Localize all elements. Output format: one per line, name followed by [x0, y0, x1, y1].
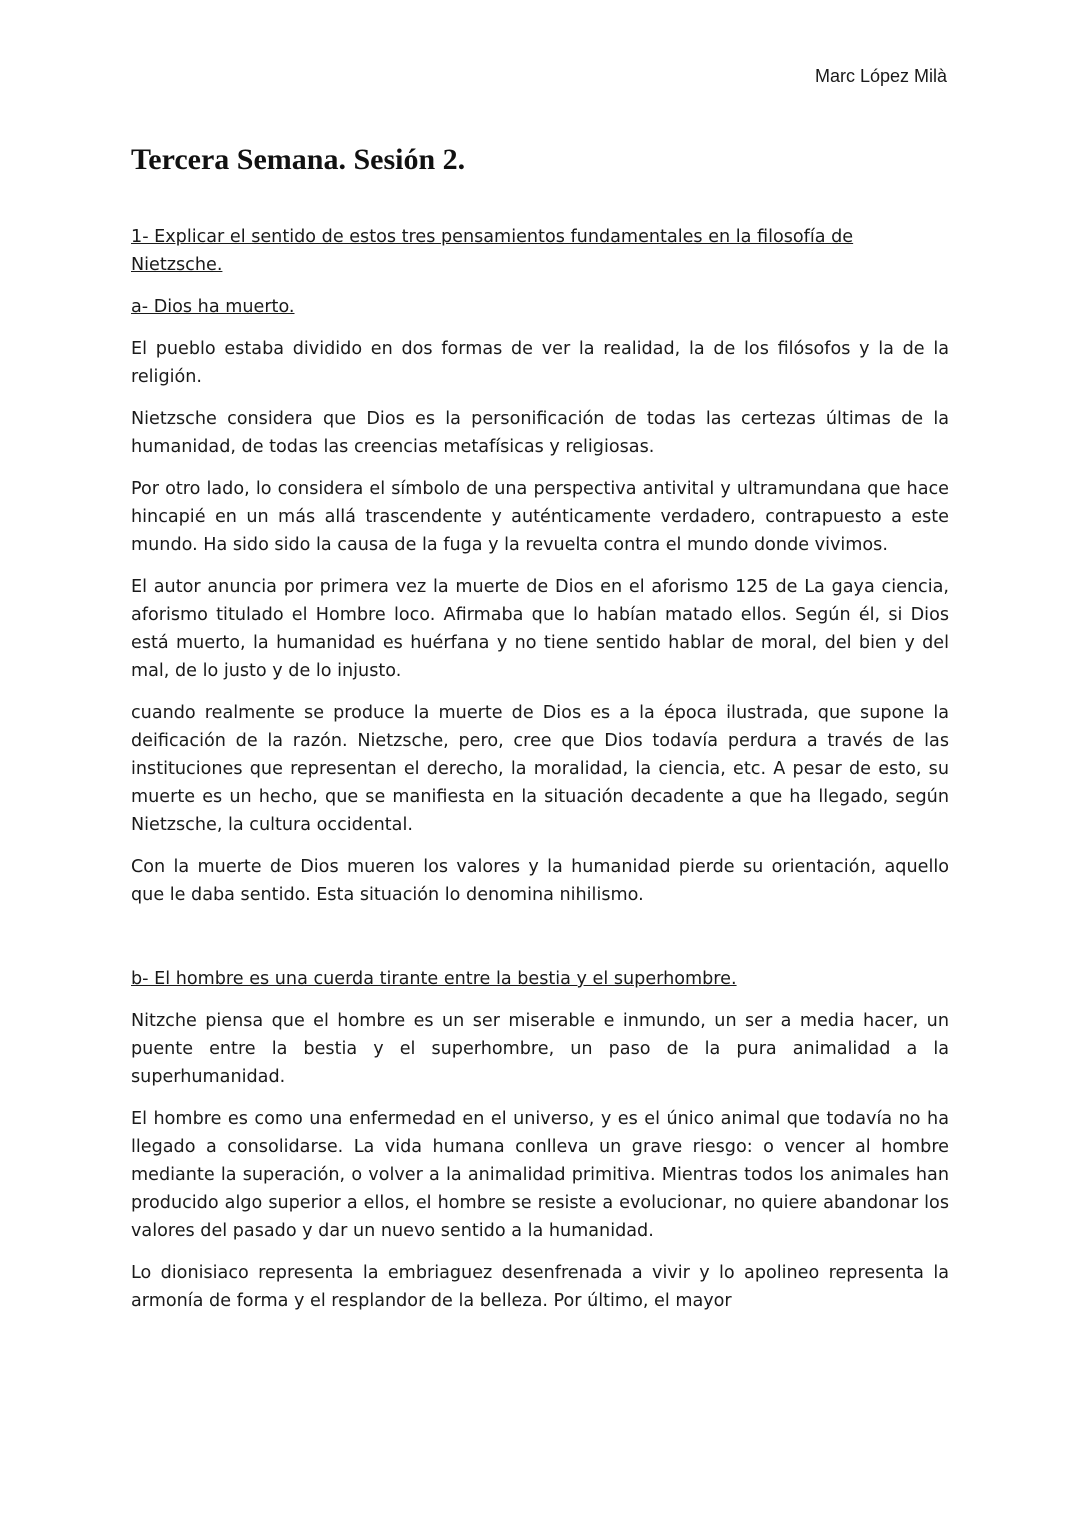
section-b-paragraph: Nitzche piensa que el hombre es un ser miserable e inmundo, un ser a media hacer, un puente entre la bestia y el superhombre, un paso de la pura animalidad a la superhumanidad.: [131, 1011, 949, 1087]
section-a-paragraph: El pueblo estaba dividido en dos formas de ver la realidad, la de los filósofos y la de la religión.: [131, 339, 949, 387]
document-title: Tercera Semana. Sesión 2.: [131, 143, 466, 176]
question-heading: 1- Explicar el sentido de estos tres pensamientos fundamentales en la filosofía de Nietzsche.: [131, 227, 854, 275]
section-b-paragraph: Lo dionisiaco representa la embriaguez desenfrenada a vivir y lo apolineo representa la armonía de forma y el resplandor de la belleza. Por último, el mayor: [131, 1263, 949, 1311]
section-a-paragraph: Con la muerte de Dios mueren los valores y la humanidad pierde su orientación, aquello que le daba sentido. Esta situación lo denomina nihilismo.: [131, 857, 949, 905]
section-b-heading: b- El hombre es una cuerda tirante entre la bestia y el superhombre.: [131, 969, 737, 989]
section-b-paragraph: El hombre es como una enfermedad en el universo, y es el único animal que todavía no ha llegado a consolidarse. La vida humana conlleva un grave riesgo: o vencer al hombre mediante la superación, o volver a la animalidad primitiva. Mientras todos los animales han producido algo superior a ellos, el hombre se resiste a evolucionar, no quiere abandonar los valores del pasado y dar un nuevo sentido a la humanidad.: [131, 1109, 949, 1241]
document-body: [131, 223, 949, 1329]
section-a-paragraph: Por otro lado, lo considera el símbolo de una perspectiva antivital y ultramundana que hace hincapié en un más allá trascendente y auténticamente verdadero, contrapuesto a este mundo. Ha sido sido la causa de la fuga y la revuelta contra el mundo donde vivimos.: [131, 479, 949, 555]
section-spacer: [131, 923, 949, 965]
section-a-paragraph: Nietzsche considera que Dios es la personificación de todas las certezas últimas de la humanidad, de todas las creencias metafísicas y religiosas.: [131, 409, 949, 457]
author-name: Marc López Milà: [814, 66, 947, 86]
section-a-paragraph: El autor anuncia por primera vez la muerte de Dios en el aforismo 125 de La gaya ciencia, aforismo titulado el Hombre loco. Afirmaba que lo habían matado ellos. Según él, si Dios está muerto, la humanidad es huérfana y no tiene sentido hablar de moral, del bien y del mal, de lo justo y de lo injusto.: [131, 577, 949, 681]
section-a-heading: a- Dios ha muerto.: [131, 297, 295, 317]
section-a-paragraph: cuando realmente se produce la muerte de Dios es a la época ilustrada, que supone la deificación de la razón. Nietzsche, pero, cree que Dios todavía perdura a través de las instituciones que representan el derecho, la moralidad, la ciencia, etc. A pesar de esto, su muerte es un hecho, que se manifiesta en la situación decadente a que ha llegado, según Nietzsche, la cultura occidental.: [131, 703, 949, 835]
